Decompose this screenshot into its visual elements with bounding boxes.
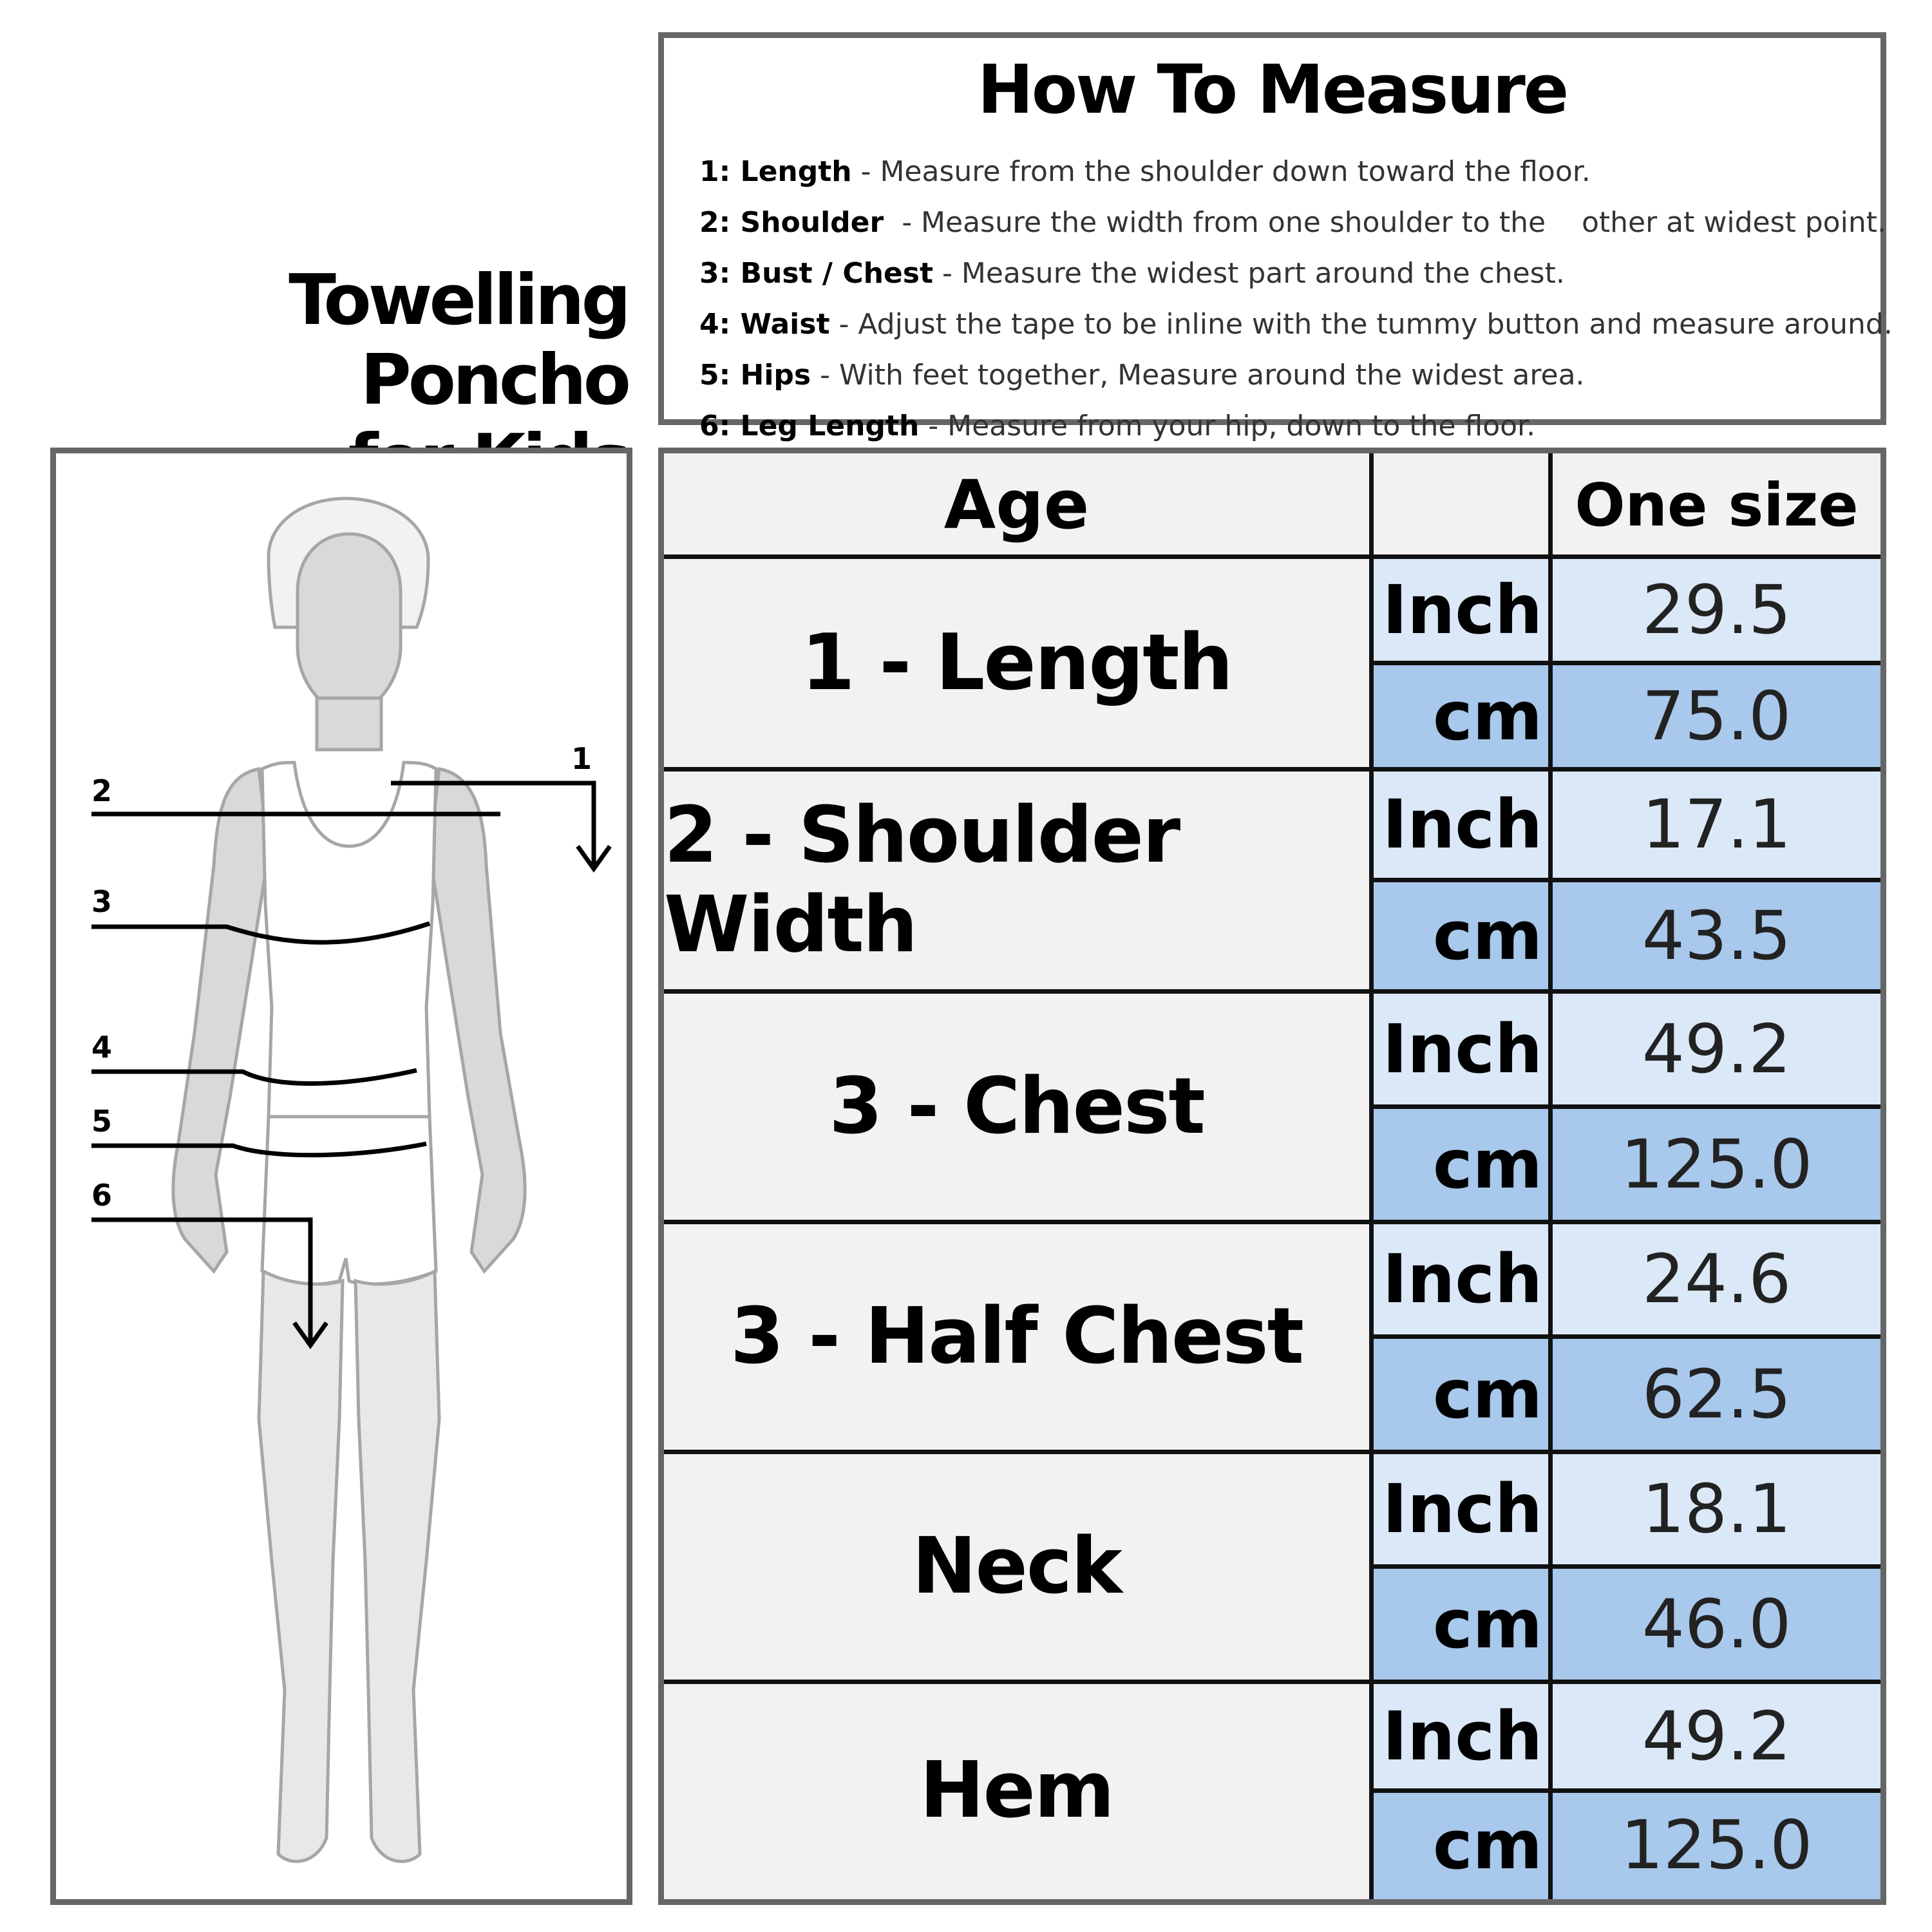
value-cm: 62.5 <box>1553 1336 1880 1452</box>
how-to-item-label: 6: Leg Length <box>699 410 920 442</box>
grid-line <box>664 554 1880 559</box>
value-inch: 24.6 <box>1553 1222 1880 1336</box>
how-to-item <box>699 299 1893 350</box>
how-to-item <box>699 146 1893 197</box>
how-to-item-label: 2: Shoulder <box>699 206 884 239</box>
value-inch: 29.5 <box>1553 556 1880 663</box>
marker-1: 1 <box>571 741 592 776</box>
how-to-item-label: 3: Bust / Chest <box>699 257 933 290</box>
how-to-item <box>699 197 1893 248</box>
value-inch: 18.1 <box>1553 1452 1880 1566</box>
unit-cm: cm <box>1374 1106 1553 1222</box>
value-cm: 46.0 <box>1553 1566 1880 1681</box>
grid-line <box>664 1680 1880 1684</box>
how-to-item-label: 4: Waist <box>699 308 830 341</box>
unit-cm: cm <box>1374 663 1553 769</box>
grid-line <box>664 989 1880 994</box>
grid-line <box>1369 1334 1880 1339</box>
value-inch: 49.2 <box>1553 991 1880 1106</box>
row-label: 3 - Half Chest <box>730 1292 1303 1381</box>
marker-6: 6 <box>91 1178 113 1213</box>
marker-2: 2 <box>91 773 113 808</box>
grid-line <box>1369 1788 1880 1793</box>
grid-line <box>1369 878 1880 882</box>
grid-line <box>1369 661 1880 665</box>
unit-inch: Inch <box>1374 991 1553 1106</box>
grid-line <box>1369 1564 1880 1569</box>
how-to-item-label: 1: Length <box>699 155 852 188</box>
unit-cm: cm <box>1374 1790 1553 1899</box>
value-inch: 17.1 <box>1553 769 1880 880</box>
value-cm: 125.0 <box>1553 1106 1880 1222</box>
unit-cm: cm <box>1374 1566 1553 1681</box>
grid-line <box>1369 1104 1880 1109</box>
measurement-figure-panel <box>50 448 632 1905</box>
value-inch: 49.2 <box>1553 1681 1880 1790</box>
value-cm: 43.5 <box>1553 880 1880 991</box>
header-size: One size <box>1575 470 1859 540</box>
grid-line <box>664 767 1880 772</box>
unit-inch: Inch <box>1374 1681 1553 1790</box>
grid-line <box>664 1450 1880 1454</box>
how-to-item-text: - With feet together, Measure around the widest area. <box>811 359 1585 392</box>
header-age: Age <box>943 466 1090 544</box>
row-label: 2 - Shoulder Width <box>664 790 1180 970</box>
marker-5: 5 <box>91 1104 113 1139</box>
title-line-1: Towelling Poncho <box>289 260 628 421</box>
child-body-figure <box>56 453 627 1899</box>
row-label: Neck <box>912 1522 1121 1611</box>
how-to-item-text: - Adjust the tape to be inline with the tummy button and measure around. <box>829 308 1893 341</box>
how-to-item <box>699 248 1893 299</box>
size-table <box>658 448 1886 1905</box>
unit-inch: Inch <box>1374 769 1553 880</box>
how-to-item-label: 5: Hips <box>699 359 811 392</box>
how-to-list <box>699 146 1893 451</box>
unit-inch: Inch <box>1374 556 1553 663</box>
row-label: 3 - Chest <box>829 1061 1204 1151</box>
value-cm: 125.0 <box>1553 1790 1880 1899</box>
grid-line <box>664 1220 1880 1224</box>
header-unit <box>1374 453 1548 556</box>
row-label: 1 - Length <box>801 618 1232 708</box>
how-to-item-text: - Measure the widest part around the chest. <box>933 257 1565 290</box>
how-to-item-text: - Measure from your hip, down to the floor. <box>919 410 1536 442</box>
how-to-item-text: - Measure from the shoulder down toward the floor. <box>851 155 1591 188</box>
unit-cm: cm <box>1374 880 1553 991</box>
how-to-heading: How To Measure <box>977 50 1567 129</box>
marker-3: 3 <box>91 884 113 919</box>
how-to-measure-panel <box>658 32 1893 442</box>
how-to-item <box>699 401 1893 451</box>
value-cm: 75.0 <box>1553 663 1880 769</box>
row-label: Hem <box>920 1745 1113 1835</box>
unit-inch: Inch <box>1374 1452 1553 1566</box>
how-to-item-text: - Measure the width from one shoulder to the other at widest point. <box>884 206 1886 239</box>
how-to-item <box>699 350 1893 401</box>
marker-4: 4 <box>91 1030 113 1065</box>
unit-inch: Inch <box>1374 1222 1553 1336</box>
unit-cm: cm <box>1374 1336 1553 1452</box>
